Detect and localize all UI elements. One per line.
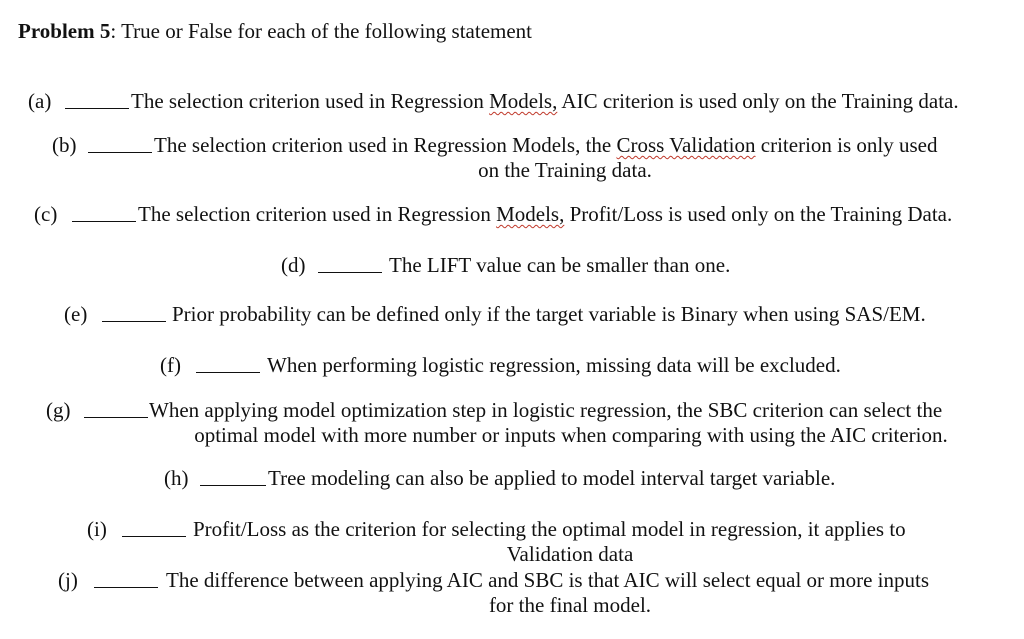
- answer-blank[interactable]: [102, 321, 166, 322]
- statement-text: Profit/Loss as the criterion for selecting the optimal model in regression, it applies to: [193, 517, 906, 541]
- problem-number: Problem 5: [18, 19, 111, 43]
- statement-continuation: for the final model.: [488, 593, 652, 617]
- question-b: [0, 132, 1024, 186]
- spelling-flag: Cross Validation: [616, 133, 756, 157]
- question-h: [0, 465, 1024, 493]
- answer-blank[interactable]: [84, 417, 148, 418]
- statement-text: Tree modeling can also be applied to model interval target variable.: [268, 466, 836, 490]
- question-label: (e): [64, 302, 88, 326]
- statement-text: Prior probability can be defined only if the target variable is Binary when using SAS/EM.: [172, 302, 926, 326]
- question-g: [0, 397, 1024, 451]
- question-label: (b): [52, 133, 77, 157]
- answer-blank[interactable]: [200, 485, 266, 486]
- answer-blank[interactable]: [122, 536, 186, 537]
- statement-continuation: Validation data: [506, 542, 634, 566]
- question-label: (a): [28, 89, 52, 113]
- statement-text: When applying model optimization step in logistic regression, the SBC criterion can select the: [149, 398, 943, 422]
- question-e: [0, 301, 1024, 329]
- question-label: (d): [281, 253, 306, 277]
- answer-blank[interactable]: [88, 152, 152, 153]
- question-i: [0, 516, 1024, 570]
- question-c: [0, 201, 1024, 229]
- question-label: (g): [46, 398, 71, 422]
- question-label: (c): [34, 202, 58, 226]
- question-label: (f): [160, 353, 181, 377]
- statement-text: The selection criterion used in Regression Models, Profit/Loss is used only on the Training Data.: [138, 202, 953, 226]
- statement-text: The LIFT value can be smaller than one.: [389, 253, 731, 277]
- answer-blank[interactable]: [196, 372, 260, 373]
- answer-blank[interactable]: [72, 221, 136, 222]
- statement-continuation: optimal model with more number or inputs when comparing with using the AIC criterion.: [194, 423, 948, 447]
- spelling-flag: Models,: [496, 202, 565, 226]
- statement-text: The selection criterion used in Regression Models, AIC criterion is used only on the Training data.: [131, 89, 959, 113]
- statement-continuation: on the Training data.: [478, 158, 652, 182]
- answer-blank[interactable]: [65, 108, 129, 109]
- problem-instruction: : True or False for each of the following statement: [110, 19, 533, 43]
- spelling-flag: Models,: [489, 89, 558, 113]
- question-a: [0, 88, 1024, 116]
- question-f: [0, 352, 1024, 380]
- question-label: (j): [58, 568, 78, 592]
- problem-title: [18, 18, 532, 44]
- question-j: [0, 567, 1024, 621]
- statement-text: The selection criterion used in Regression Models, the Cross Validation criterion is only used: [154, 133, 938, 157]
- statement-text: When performing logistic regression, missing data will be excluded.: [267, 353, 841, 377]
- question-label: (i): [87, 517, 107, 541]
- statement-text: The difference between applying AIC and SBC is that AIC will select equal or more inputs: [166, 568, 930, 592]
- question-d: [0, 252, 1024, 280]
- answer-blank[interactable]: [318, 272, 382, 273]
- answer-blank[interactable]: [94, 587, 158, 588]
- question-label: (h): [164, 466, 189, 490]
